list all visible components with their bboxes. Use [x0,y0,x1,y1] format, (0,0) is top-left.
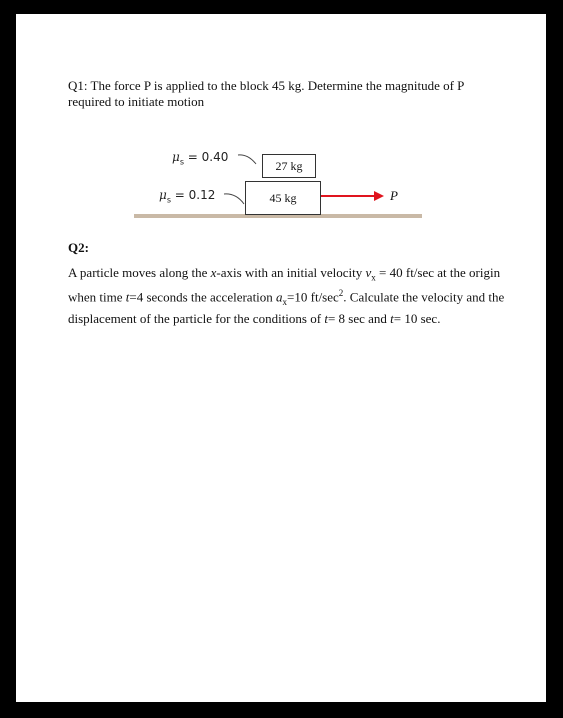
mu-top-label: $\mu_s = 0.40$ [172,150,229,167]
block-45kg: 45 kg [245,181,321,215]
friction-blocks-diagram [16,14,546,702]
mu-top-leader-line [238,155,256,164]
force-p-label: P [390,188,398,203]
question-1-text: Q1: The force P is applied to the block 45 kg. Determine the magnitude of P required to initiate motion [68,78,464,109]
question-2-text: A particle moves along the x-axis with an initial velocity $v_x = 40$ ft/sec at the origin when time t=4 seconds the acceleration $a_x=10$ $ft/\sec^2$. Calculate the velocity and the displacement of the particle for the conditions of t= 8 sec and t= 10 sec. [68,265,505,326]
question-2-heading: Q2: [68,240,89,255]
force-arrow-head [374,191,384,201]
block-27kg: 27 kg [262,154,316,178]
document-page [16,14,546,702]
mu-bottom-label: $\mu_s = 0.12$ [159,188,216,205]
mu-bottom-leader-line [224,194,244,204]
